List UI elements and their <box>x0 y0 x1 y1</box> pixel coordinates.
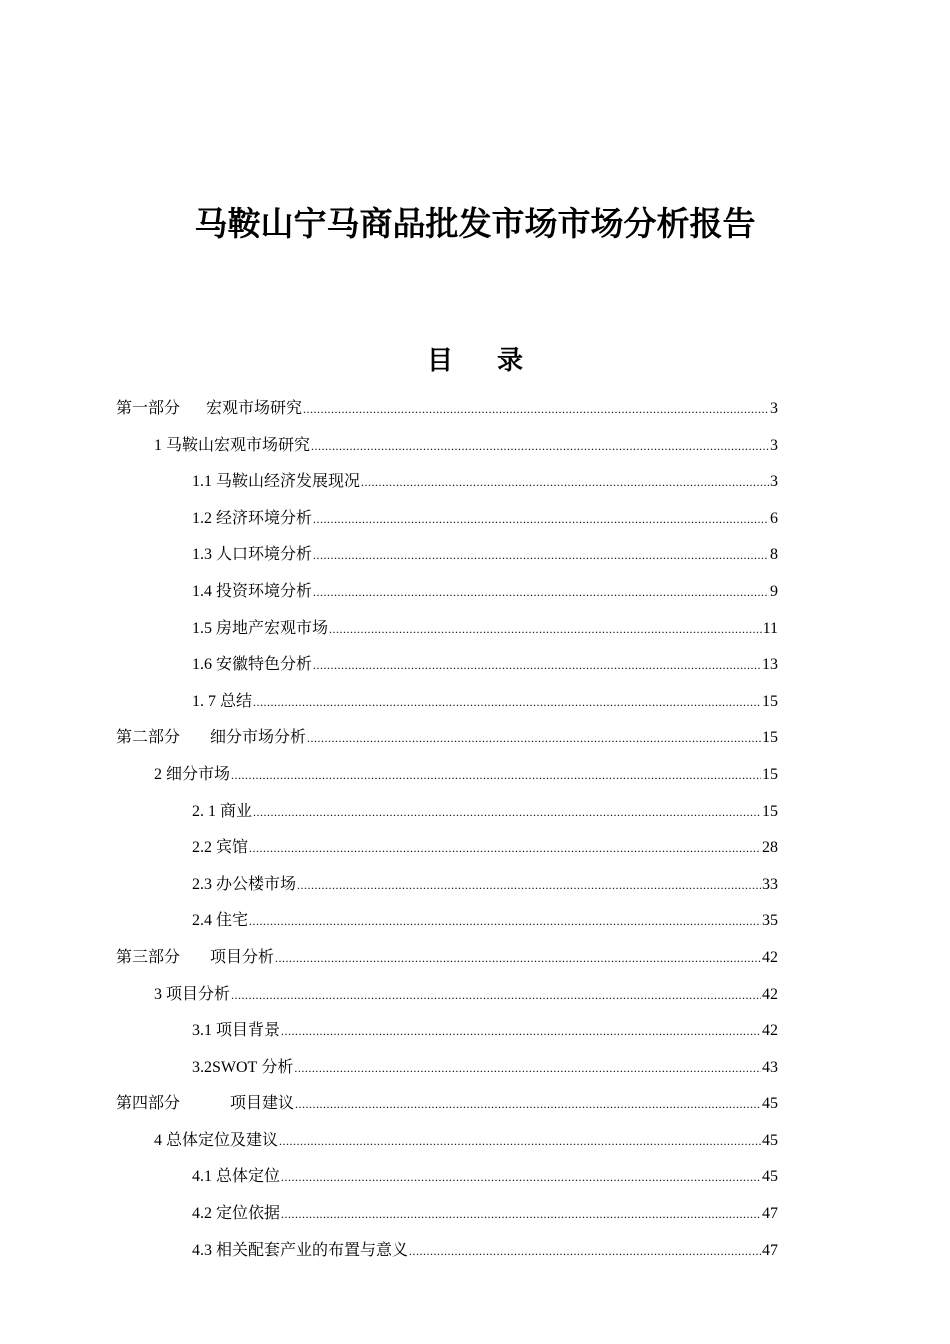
toc-leader-dots <box>279 1123 761 1160</box>
toc-heading-char-1: 目 <box>426 346 453 376</box>
toc-entry-page-number: 28 <box>762 839 778 857</box>
toc-entry-number: 2. 1 <box>192 802 216 820</box>
toc-entry-page-number: 3 <box>770 400 778 417</box>
toc-entry[interactable] <box>116 537 778 574</box>
toc-entry-number: 2.2 <box>192 839 212 857</box>
toc-leader-dots <box>303 391 769 428</box>
toc-entry-number: 第二部分 <box>116 729 181 747</box>
toc-leader-dots <box>281 1013 761 1050</box>
toc-entry-label: 总结 <box>220 692 253 710</box>
toc-entry-page-number: 42 <box>762 985 778 1003</box>
toc-entry-page-number: 45 <box>762 1168 778 1186</box>
toc-entry-label: 分析 <box>261 1058 294 1076</box>
toc-leader-dots <box>249 830 761 867</box>
toc-entry-label: 总体定位及建议 <box>166 1131 279 1149</box>
toc-entry-label: 商业 <box>220 802 253 820</box>
toc-entry-page-number: 42 <box>762 948 778 966</box>
toc-entry-number: 1.6 <box>192 656 212 674</box>
toc-entry-number: 1.3 <box>192 546 212 564</box>
toc-entry-page-number: 42 <box>762 1022 778 1040</box>
toc-entry-label: 办公楼市场 <box>216 875 297 893</box>
toc-entry-number: 4.2 <box>192 1205 212 1223</box>
toc-leader-dots <box>281 1196 761 1233</box>
toc-entry-label: 项目分析 <box>210 948 275 966</box>
toc-leader-dots <box>253 794 761 831</box>
toc-leader-dots <box>307 720 761 757</box>
toc-leader-dots <box>281 1159 761 1196</box>
document-title: 马鞍山宁马商品批发市场市场分析报告 <box>194 204 756 243</box>
toc-entry[interactable] <box>116 1050 778 1087</box>
toc-entry-page-number: 47 <box>762 1241 778 1259</box>
toc-entry[interactable] <box>116 464 778 501</box>
toc-entry-page-number: 15 <box>762 729 778 747</box>
toc-leader-dots <box>231 757 761 794</box>
toc-entry-page-number: 35 <box>762 912 778 930</box>
toc-entry-label: 马鞍山宏观市场研究 <box>166 436 311 454</box>
toc-entry-label: 宏观市场研究 <box>206 400 303 417</box>
toc-entry[interactable] <box>116 1159 778 1196</box>
toc-entry[interactable] <box>116 428 778 465</box>
toc-entry-page-number: 47 <box>762 1205 778 1223</box>
toc-leader-dots <box>361 464 769 501</box>
toc-entry-page-number: 15 <box>762 802 778 820</box>
toc-entry-number: 1.5 <box>192 619 212 637</box>
toc-entry[interactable] <box>116 1013 778 1050</box>
toc-entry-page-number: 3 <box>770 436 778 454</box>
toc-entry[interactable] <box>116 501 778 538</box>
toc-entry-page-number: 9 <box>770 582 778 600</box>
toc-entry-number: 3 <box>154 985 162 1003</box>
toc-entry-number: 第一部分 <box>116 400 181 417</box>
toc-entry-page-number: 6 <box>770 509 778 527</box>
toc-heading-char-2: 录 <box>497 346 524 376</box>
toc-entry-page-number: 8 <box>770 546 778 564</box>
toc-entry-number: 4 <box>154 1131 162 1149</box>
toc-entry[interactable] <box>116 1123 778 1160</box>
toc-entry-number: 2.4 <box>192 912 212 930</box>
toc-entry-label: 马鞍山经济发展现况 <box>216 473 361 491</box>
toc-entry-number: 1 <box>154 436 162 454</box>
toc-entry-label: 细分市场分析 <box>210 729 307 747</box>
toc-entry-label: 项目背景 <box>216 1022 281 1040</box>
toc-entry[interactable] <box>116 1233 778 1270</box>
toc-entry[interactable] <box>116 611 778 648</box>
toc-entry[interactable] <box>116 391 778 428</box>
toc-entry-label: 人口环境分析 <box>216 546 313 564</box>
toc-entry[interactable] <box>116 940 778 977</box>
toc-leader-dots <box>297 867 761 904</box>
toc-leader-dots <box>313 537 769 574</box>
toc-leader-dots <box>311 428 769 465</box>
toc-entry-number: 1.1 <box>192 473 212 491</box>
toc-entry-number: 4.3 <box>192 1241 212 1259</box>
toc-entry-page-number: 45 <box>762 1095 778 1113</box>
toc-entry-number: 2 <box>154 765 162 783</box>
toc-entry-label: 安徽特色分析 <box>216 656 313 674</box>
toc-entry[interactable] <box>116 574 778 611</box>
toc-entry-page-number: 45 <box>762 1131 778 1149</box>
toc-leader-dots <box>313 501 769 538</box>
toc-entry-label: 投资环境分析 <box>216 582 313 600</box>
toc-entry-number: 1.2 <box>192 509 212 527</box>
toc-entry-number: 第三部分 <box>116 948 181 966</box>
toc-entry-label: 房地产宏观市场 <box>216 619 329 637</box>
toc-leader-dots <box>294 1050 761 1087</box>
toc-entry-label: 总体定位 <box>216 1168 281 1186</box>
toc-entry[interactable] <box>116 720 778 757</box>
toc-entry-label: 宾馆 <box>216 839 249 857</box>
toc-entry-label: 相关配套产业的布置与意义 <box>216 1241 409 1259</box>
toc-heading <box>0 340 950 377</box>
toc-leader-dots <box>313 574 769 611</box>
toc-entry[interactable] <box>116 1086 778 1123</box>
toc-entry-label: 项目分析 <box>166 985 231 1003</box>
table-of-contents <box>116 391 778 1269</box>
toc-entry[interactable] <box>116 1196 778 1233</box>
toc-entry[interactable] <box>116 867 778 904</box>
toc-entry-number: 4.1 <box>192 1168 212 1186</box>
toc-entry[interactable] <box>116 903 778 940</box>
toc-entry-page-number: 15 <box>762 692 778 710</box>
toc-entry[interactable] <box>116 647 778 684</box>
toc-entry[interactable] <box>116 830 778 867</box>
toc-entry[interactable] <box>116 757 778 794</box>
toc-entry-label: 住宅 <box>216 912 249 930</box>
toc-entry-number: 3.1 <box>192 1022 212 1040</box>
toc-entry-number: 1.4 <box>192 582 212 600</box>
toc-entry-page-number: 11 <box>762 619 778 637</box>
toc-entry-label: 定位依据 <box>216 1205 281 1223</box>
toc-leader-dots <box>231 977 761 1014</box>
toc-leader-dots <box>275 940 761 977</box>
toc-entry[interactable] <box>116 794 778 831</box>
toc-entry[interactable] <box>116 977 778 1014</box>
toc-leader-dots <box>313 647 761 684</box>
toc-entry-number: 3.2SWOT <box>192 1058 258 1076</box>
toc-entry-label: 细分市场 <box>166 765 231 783</box>
toc-entry-page-number: 33 <box>762 875 778 893</box>
toc-entry-page-number: 43 <box>762 1058 778 1076</box>
toc-entry[interactable] <box>116 684 778 721</box>
toc-entry-page-number: 13 <box>762 656 778 674</box>
toc-leader-dots <box>409 1233 761 1270</box>
toc-entry-label: 经济环境分析 <box>216 509 313 527</box>
toc-leader-dots <box>253 684 761 721</box>
toc-leader-dots <box>249 903 761 940</box>
toc-leader-dots <box>329 611 762 648</box>
toc-entry-number: 1. 7 <box>192 692 216 710</box>
toc-leader-dots <box>295 1086 761 1123</box>
toc-entry-number: 2.3 <box>192 875 212 893</box>
toc-entry-page-number: 3 <box>770 473 778 491</box>
toc-entry-page-number: 15 <box>762 765 778 783</box>
toc-entry-label: 项目建议 <box>230 1095 295 1113</box>
toc-entry-number: 第四部分 <box>116 1095 181 1113</box>
